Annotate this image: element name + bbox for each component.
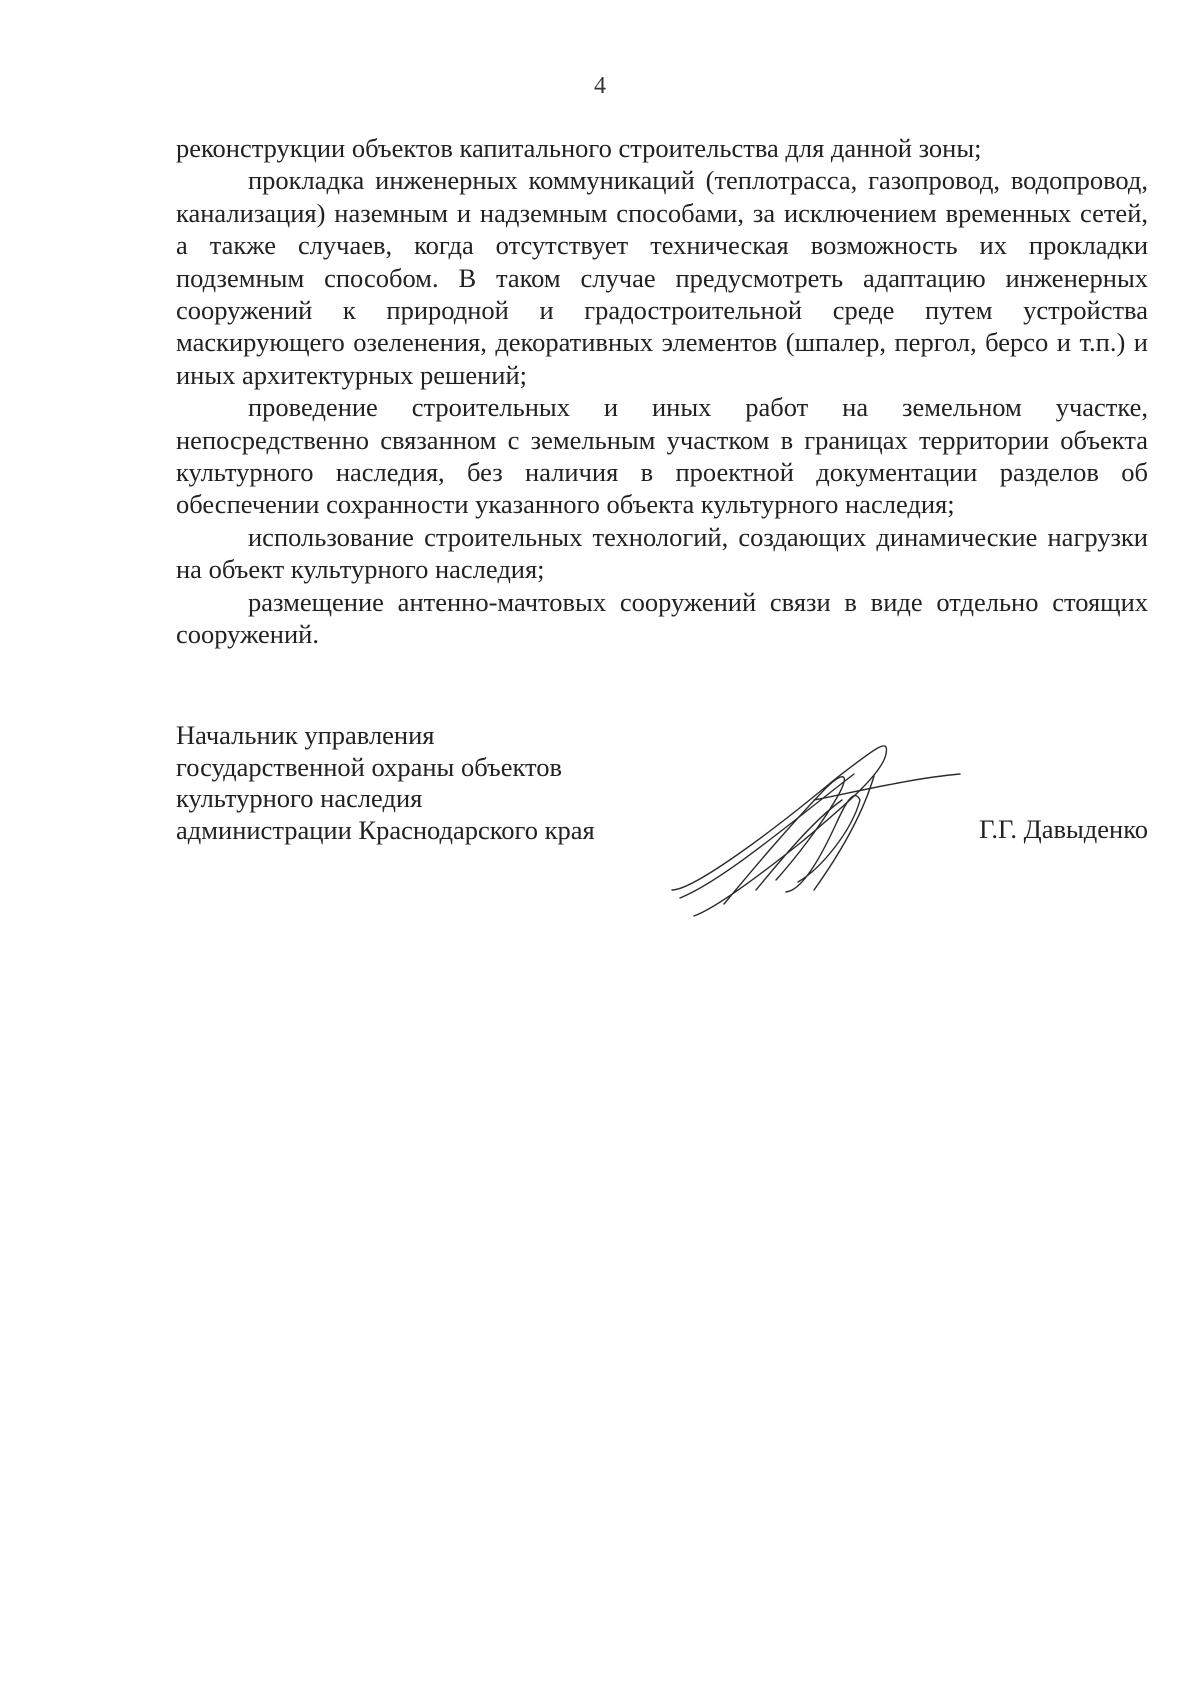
signatory-title-line: администрации Краснодарского края	[176, 814, 595, 845]
page-number: 4	[594, 73, 606, 99]
signatory-title-line: Начальник управления	[176, 720, 435, 750]
signatory-title-line: культурного наследия	[176, 783, 423, 813]
document-body	[176, 132, 1148, 651]
paragraph-antenna-masts: размещение антенно-мачтовых сооружений связи в виде отдельно стоящих сооружений.	[176, 586, 1148, 650]
signatory-title	[176, 720, 595, 846]
paragraph-construction-works: проведение строительных и иных работ на земельном участке, непосредственно связанном с земельным участком в границах территории объекта культурного наследия, без наличия в проектной документации разделов об обеспечении сохранности указанного объекта культурного наследия;	[176, 392, 1148, 520]
paragraph-continuation: реконструкции объектов капитального строительства для данной зоны;	[176, 133, 982, 163]
paragraph-dynamic-loads: использование строительных технологий, создающих динамические нагрузки на объект культурного наследия;	[176, 521, 1148, 585]
paragraph-utilities: прокладка инженерных коммуникаций (теплотрасса, газопровод, водопровод, канализация) наземным и надземным способами, за исключением временных сетей, а также случаев, когда отсутствует техническая возможность их прокладки подземным способом. В таком случае предусмотреть адаптацию инженерных сооружений к природной и градостроительной среде путем устройства маскирующего озеленения, декоративных элементов (шпалер, пергол, берсо и т.п.) и иных архитектурных решений;	[176, 165, 1148, 390]
signatory-name: Г.Г. Давыденко	[979, 814, 1148, 844]
handwritten-signature	[664, 740, 964, 920]
signatory-title-line: государственной охраны объектов	[176, 751, 563, 782]
signature-block	[176, 720, 1148, 920]
